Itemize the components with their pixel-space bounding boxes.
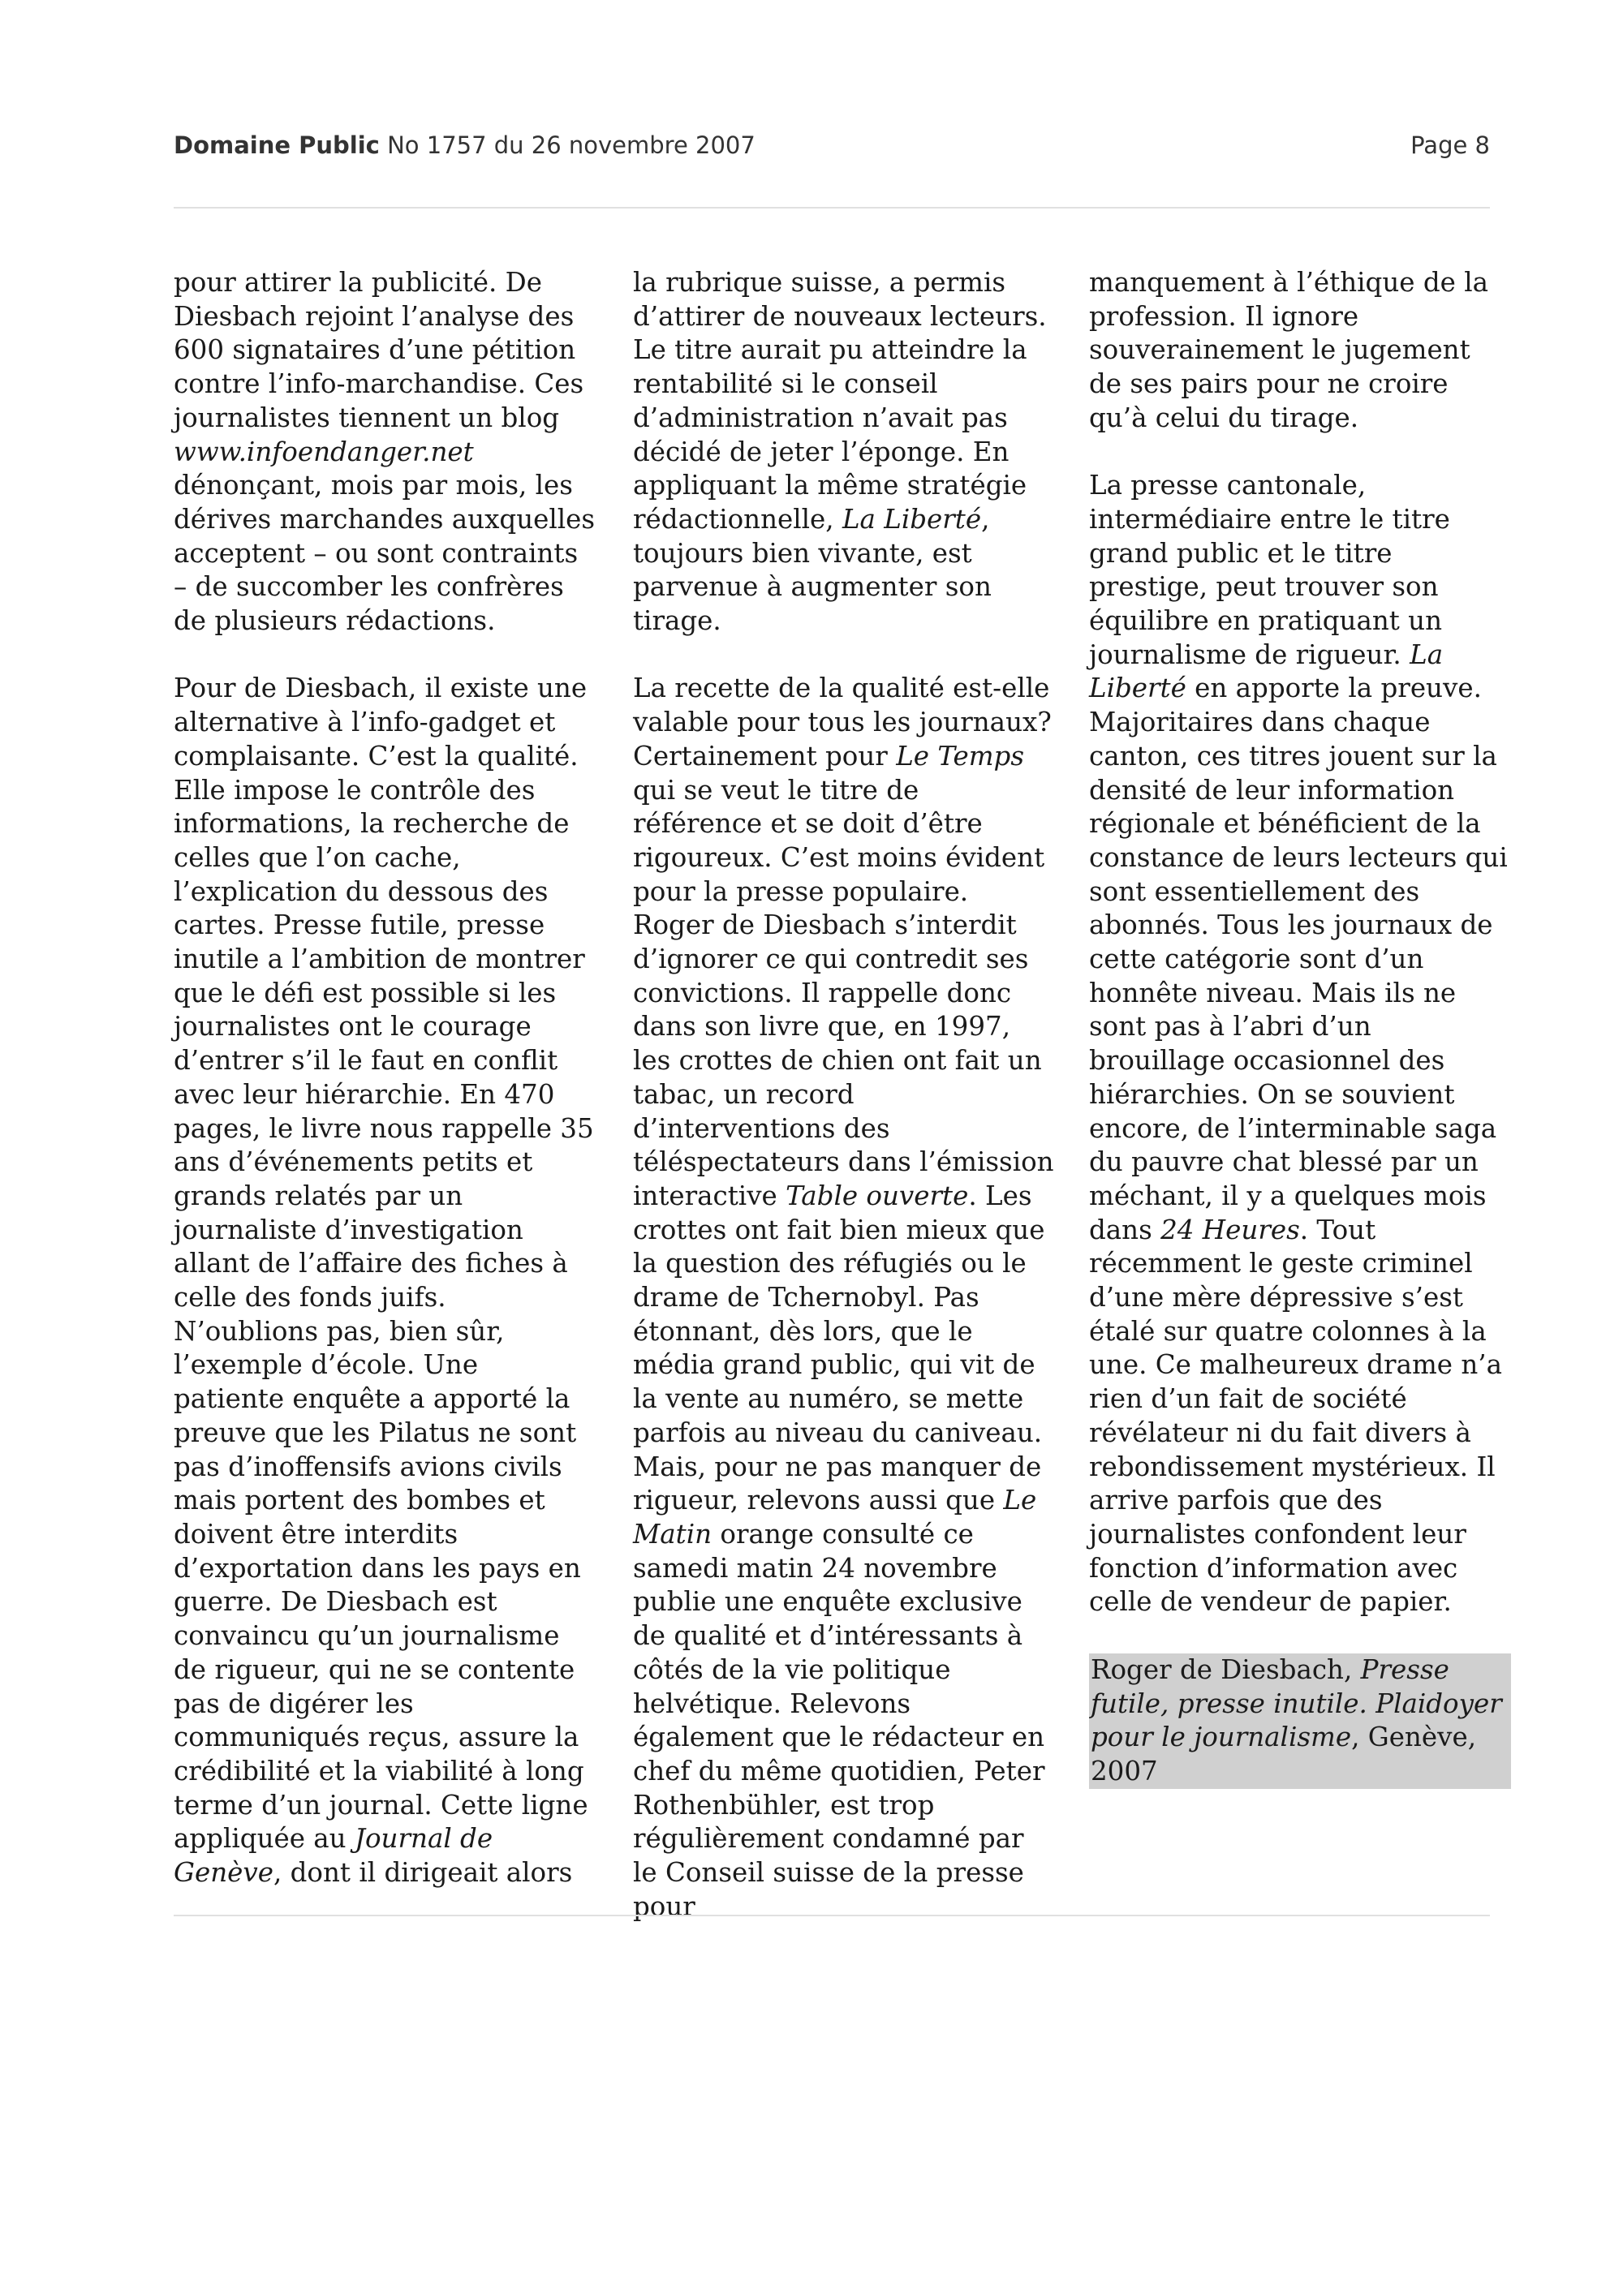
text-run: La recette de la qualité est-elle valable pour tous les journaux? Certainement pour [633,673,1052,772]
paragraph [174,266,596,638]
book-reference-box [1089,1653,1511,1789]
article-column-3 [1089,266,1511,1789]
article-column-1 [174,266,596,1924]
text-run: Roger de Diesbach, [1091,1653,1361,1685]
header-divider [174,207,1490,209]
text-run: la rubrique suisse, a permis d’attirer de nouveaux lecteurs. Le titre aurait pu atteindre la rentabilité si le conseil d’administration n’avait pas décidé de jeter l’éponge. En appliquant la même stratégie rédactionnelle, [633,267,1047,535]
text-run: , dont il dirigeait alors [273,1857,573,1889]
text-run: La presse cantonale, intermédiaire entre le titre grand public et le titre prestige, peut trouver son équilibre en pratiquant un journalisme de rigueur. [1089,470,1450,670]
text-run: , toujours bien vivante, est parvenue à augmenter son tirage. [633,503,992,637]
text-run: orange consulté ce samedi matin 24 novembre publie une enquête exclusive de qualité et d’intéressants à côtés de la vie politique helvétique. Relevons également que le rédacteur en chef du même quotidien, Peter Rothenbühler, est trop régulièrement condamné par le Conseil suisse de la presse pour [633,1519,1045,1922]
text-run: pour attirer la publicité. De Diesbach rejoint l’analyse des 600 signataires d’une pétition contre l’info-marchandise. Ces journalistes tiennent un blog [174,267,584,433]
newspaper-title: Journal de Genève [174,1823,493,1889]
text-run: . Tout récemment le geste criminel d’une mère dépressive s’est étalé sur quatre colonnes à la une. Ce malheureux drame n’a rien d’un fait de société révélateur ni du fait divers à rebondissement mystérieux. Il arrive parfois que des journalistes confondent leur fonction d’information avec celle de vendeur de papier. [1089,1214,1502,1618]
publication-name: Domaine Public [174,131,380,159]
text-run: , Genève, 2007 [1091,1722,1477,1786]
blog-url: www.infoendanger.net [174,436,474,467]
page-header [174,131,1490,172]
newspaper-title: La Liberté [1089,638,1444,704]
article-column-2 [633,266,1055,1958]
book-title: Presse futile, presse inutile. Plaidoyer pour le journalisme [1091,1653,1502,1753]
paragraph [633,266,1055,638]
text-run: Pour de Diesbach, il existe une alternative à l’info-gadget et complaisante. C’est la qualité. Elle impose le contrôle des informations, la recherche de celles que l’on cache, l’explication du dessous des cartes. Presse futile, presse inutile a l’ambition de montrer que le défi est possible si les journalistes ont le courage d’entrer s’il le faut en conflit avec leur hiérarchie. En 470 pages, le livre nous rappelle 35 ans d’événements petits et grands relatés par un journaliste d’investigation allant de l’affaire des fiches à celle des fonds juifs. N’oublions pas, bien sûr, l’exemple d’école. Une patiente enquête a apporté la preuve que les Pilatus ne sont pas d’inoffensifs avions civils mais portent des bombes et doivent être interdits d’exportation dans les pays en guerre. De Diesbach est convaincu qu’un journalisme de rigueur, qui ne se contente pas de digérer les communiqués reçus, assure la crédibilité et la viabilité à long terme d’un journal. Cette ligne appliquée au [174,673,594,1855]
paragraph [1089,469,1511,1619]
text-run: dénonçant, mois par mois, les dérives marchandes auxquelles acceptent – ou sont contraints – de succomber les confrères de plusieurs rédactions. [174,470,596,637]
text-run: en apporte la preuve. Majoritaires dans chaque canton, ces titres jouent sur la densité de leur information régionale et bénéficient de la constance de leurs lecteurs qui sont essentiellement des abonnés. Tous les journaux de cette catégorie sont d’un honnête niveau. Mais ils ne sont pas à l’abri d’un brouillage occasionnel des hiérarchies. On se souvient encore, de l’interminable saga du pauvre chat blessé par un méchant, il y a quelques mois dans [1089,673,1508,1245]
newspaper-title: Le Temps [896,740,1025,772]
newspaper-title: Le Matin [633,1485,1037,1550]
show-title: Table ouverte [786,1180,969,1211]
paragraph [633,672,1055,1924]
paragraph: manquement à l’éthique de la profession. Il ignore souverainement le jugement de ses pairs pour ne croire qu’à celui du tirage. [1089,267,1488,433]
page-number: Page 8 [1410,131,1490,159]
newspaper-title: La Liberté [842,503,982,535]
text-run: . Les crottes ont fait bien mieux que la question des réfugiés ou le drame de Tchernobyl. Pas étonnant, dès lors, que le média grand public, qui vit de la vente au numéro, se mette parfois au niveau du caniveau. Mais, pour ne pas manquer de rigueur, relevons aussi que [633,1180,1045,1516]
footer-divider [174,1915,1490,1916]
issue-info: No 1757 du 26 novembre 2007 [387,131,756,159]
paragraph [174,672,596,1890]
newspaper-title: 24 Heures [1160,1214,1300,1245]
text-run: qui se veut le titre de référence et se doit d’être rigoureux. C’est moins évident pour la presse populaire. Roger de Diesbach s’interdit d’ignorer ce qui contredit ses convictions. Il rappelle donc dans son livre que, en 1997, les crottes de chien ont fait un tabac, un record d’interventions des téléspectateurs dans l’émission interactive [633,774,1054,1211]
